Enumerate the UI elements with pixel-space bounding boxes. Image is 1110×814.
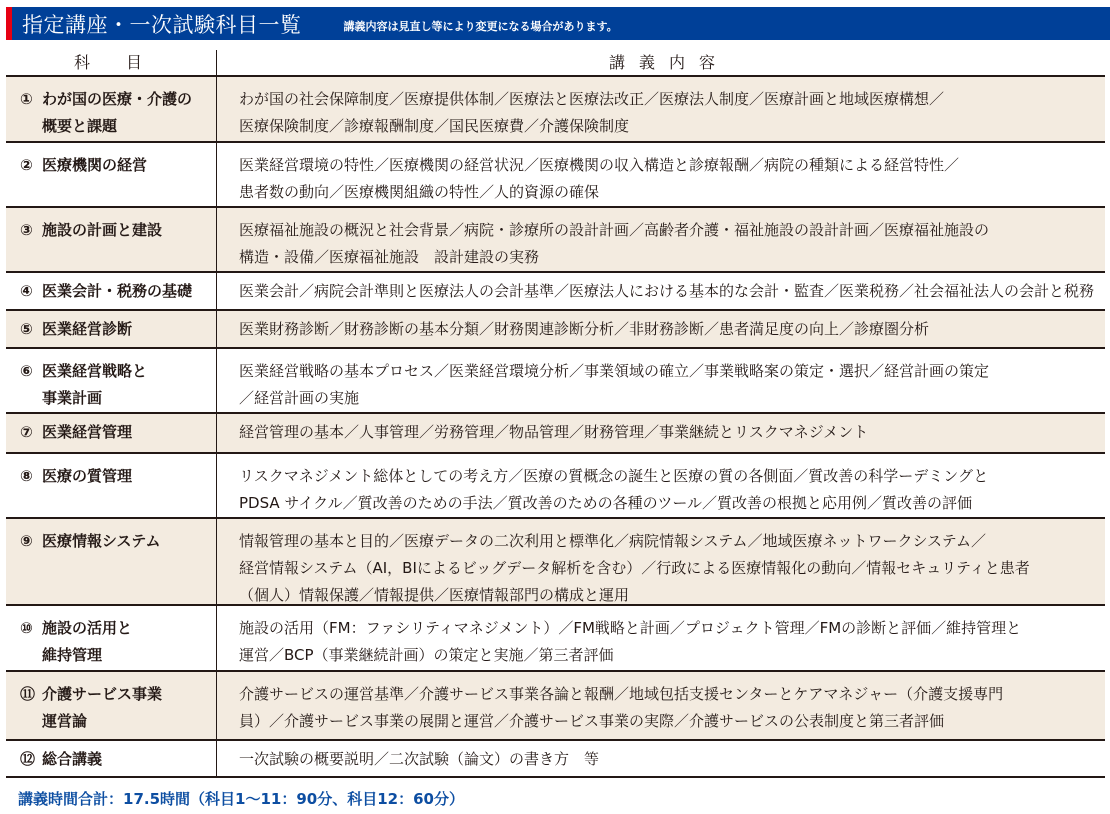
subject-name: 施設の活用と [42,619,133,637]
table-row [6,273,1105,311]
content-cell [217,77,1105,141]
subject-name: 施設の計画と建設 [42,221,163,239]
content-cell [217,741,1105,776]
subject-number: ⑫ [20,750,36,768]
content-line: 医療保険制度／診療報酬制度／国民医療費／介護保険制度 [239,117,630,135]
subject-number: ⑦ [20,423,33,441]
content-cell [217,143,1105,206]
table-row [6,519,1105,606]
subject-cell [6,606,217,670]
subject-name: 医業経営管理 [42,423,133,441]
banner-note: 講義内容は見直し等により変更になる場合があります。 [343,19,618,33]
content-cell [217,414,1105,452]
title-banner [6,7,1110,40]
table-row [6,349,1105,414]
content-cell [217,606,1105,670]
content-line: 医業会計／病院会計準則と医療法人の会計基準／医療法人における基本的な会計・監査／医業税務／社会福祉法人の会計と税務 [239,282,1095,300]
subject-number: ③ [20,221,33,239]
table-row [6,311,1105,349]
header-content: 講義内容 [608,53,729,72]
subject-number: ② [20,156,33,174]
subject-cell [6,414,217,452]
subject-cell [6,273,217,309]
content-line: 員）／介護サービス事業の展開と運営／介護サービス事業の実際／介護サービスの公表制度と第三者評価 [239,712,945,730]
subject-name: 介護サービス事業 [42,685,163,703]
content-line: 医業経営戦略の基本プロセス／医業経営環境分析／事業領域の確立／事業戦略案の策定・選択／経営計画の策定 [239,362,990,380]
content-cell [217,672,1105,739]
content-line: リスクマネジメント総体としての考え方／医療の質概念の誕生と医療の質の各側面／質改善の科学ーデミングと [239,467,989,485]
table-row [6,672,1105,741]
content-line: 経営管理の基本／人事管理／労務管理／物品管理／財務管理／事業継続とリスクマネジメント [239,423,869,441]
subject-cell [6,519,217,604]
content-line: 情報管理の基本と目的／医療データの二次利用と標準化／病院情報システム／地域医療ネットワークシステム／ [239,532,987,550]
content-line: 一次試験の概要説明／二次試験（論文）の書き方 等 [239,750,600,768]
content-line: 構造・設備／医療福祉施設 設計建設の実務 [239,248,540,266]
table-row [6,606,1105,672]
subject-number: ① [20,90,33,108]
content-cell [217,519,1105,604]
subject-name: 医療情報システム [42,532,161,550]
subject-name-line2: 概要と課題 [42,117,118,135]
content-line: 医療福祉施設の概況と社会背景／病院・診療所の設計計画／高齢者介護・福祉施設の設計計画／医療福祉施設の [239,221,990,239]
content-cell [217,454,1105,517]
subject-number: ⑧ [20,467,33,485]
content-cell [217,273,1105,309]
table-row [6,741,1105,778]
subject-number: ④ [20,282,33,300]
subject-cell [6,349,217,412]
content-line: 介護サービスの運営基準／介護サービス事業各論と報酬／地域包括支援センターとケアマネジャー（介護支援専門 [239,685,1004,703]
table-row [6,208,1105,273]
subject-cell [6,208,217,271]
content-line: （個人）情報保護／情報提供／医療情報部門の構成と運用 [239,586,630,604]
subject-name: 医療機関の経営 [42,156,148,174]
content-line: 医業財務診断／財務診断の基本分類／財務関連診断分析／非財務診断／患者満足度の向上／診療圏分析 [239,320,930,338]
subject-name-line2: 維持管理 [42,646,103,664]
subject-cell [6,311,217,347]
subject-name: 医業経営診断 [42,320,133,338]
content-cell [217,208,1105,271]
subject-cell [6,672,217,739]
subject-number: ⑥ [20,362,33,380]
content-line: 運営／BCP（事業継続計画）の策定と実施／第三者評価 [239,646,614,664]
banner-red-stripe [6,7,12,40]
table-row [6,414,1105,454]
table-row [6,77,1105,143]
content-line: ／経営計画の実施 [239,389,360,407]
subject-name: 医業会計・税務の基礎 [42,282,193,300]
content-line: わが国の社会保障制度／医療提供体制／医療法と医療法改正／医療法人制度／医療計画と地域医療構想／ [239,90,945,108]
subject-cell [6,77,217,141]
table-row [6,143,1105,208]
content-line: PDSA サイクル／質改善のための手法／質改善のための各種のツール／質改善の根拠と応用例／質改善の評価 [239,494,973,512]
subject-name-line2: 運営論 [42,712,88,730]
header-subject: 科目 [6,50,217,75]
subject-name: 総合講義 [42,750,103,768]
subject-name-line2: 事業計画 [42,389,103,407]
table-row [6,454,1105,519]
subject-name: 医業経営戦略と [42,362,148,380]
page-title: 指定講座・一次試験科目一覧 [22,12,302,37]
table-header-row [6,50,1105,77]
content-cell [217,349,1105,412]
content-cell [217,311,1105,347]
subject-name: わが国の医療・介護の [42,90,193,108]
content-line: 医業経営環境の特性／医療機関の経営状況／医療機関の収入構造と診療報酬／病院の種類による経営特性／ [239,156,960,174]
subject-cell [6,454,217,517]
content-line: 経営情報システム（AI，BIによるビッグデータ解析を含む）／行政による医療情報化の動向／情報セキュリティと患者 [239,559,1030,577]
subject-cell [6,143,217,206]
subject-number: ⑤ [20,320,33,338]
subject-number: ⑩ [20,619,33,637]
lecture-time-total: 講義時間合計：17.5時間（科目1〜11：90分、科目12：60分） [18,790,464,808]
subject-name: 医療の質管理 [42,467,133,485]
subject-number: ⑪ [20,685,36,703]
subject-number: ⑨ [20,532,33,550]
course-table [6,50,1105,778]
content-line: 施設の活用（FM：ファシリティマネジメント）／FM戦略と計画／プロジェクト管理／FMの診断と評価／維持管理と [239,619,1022,637]
subject-cell [6,741,217,776]
content-line: 患者数の動向／医療機関組織の特性／人的資源の確保 [239,183,600,201]
